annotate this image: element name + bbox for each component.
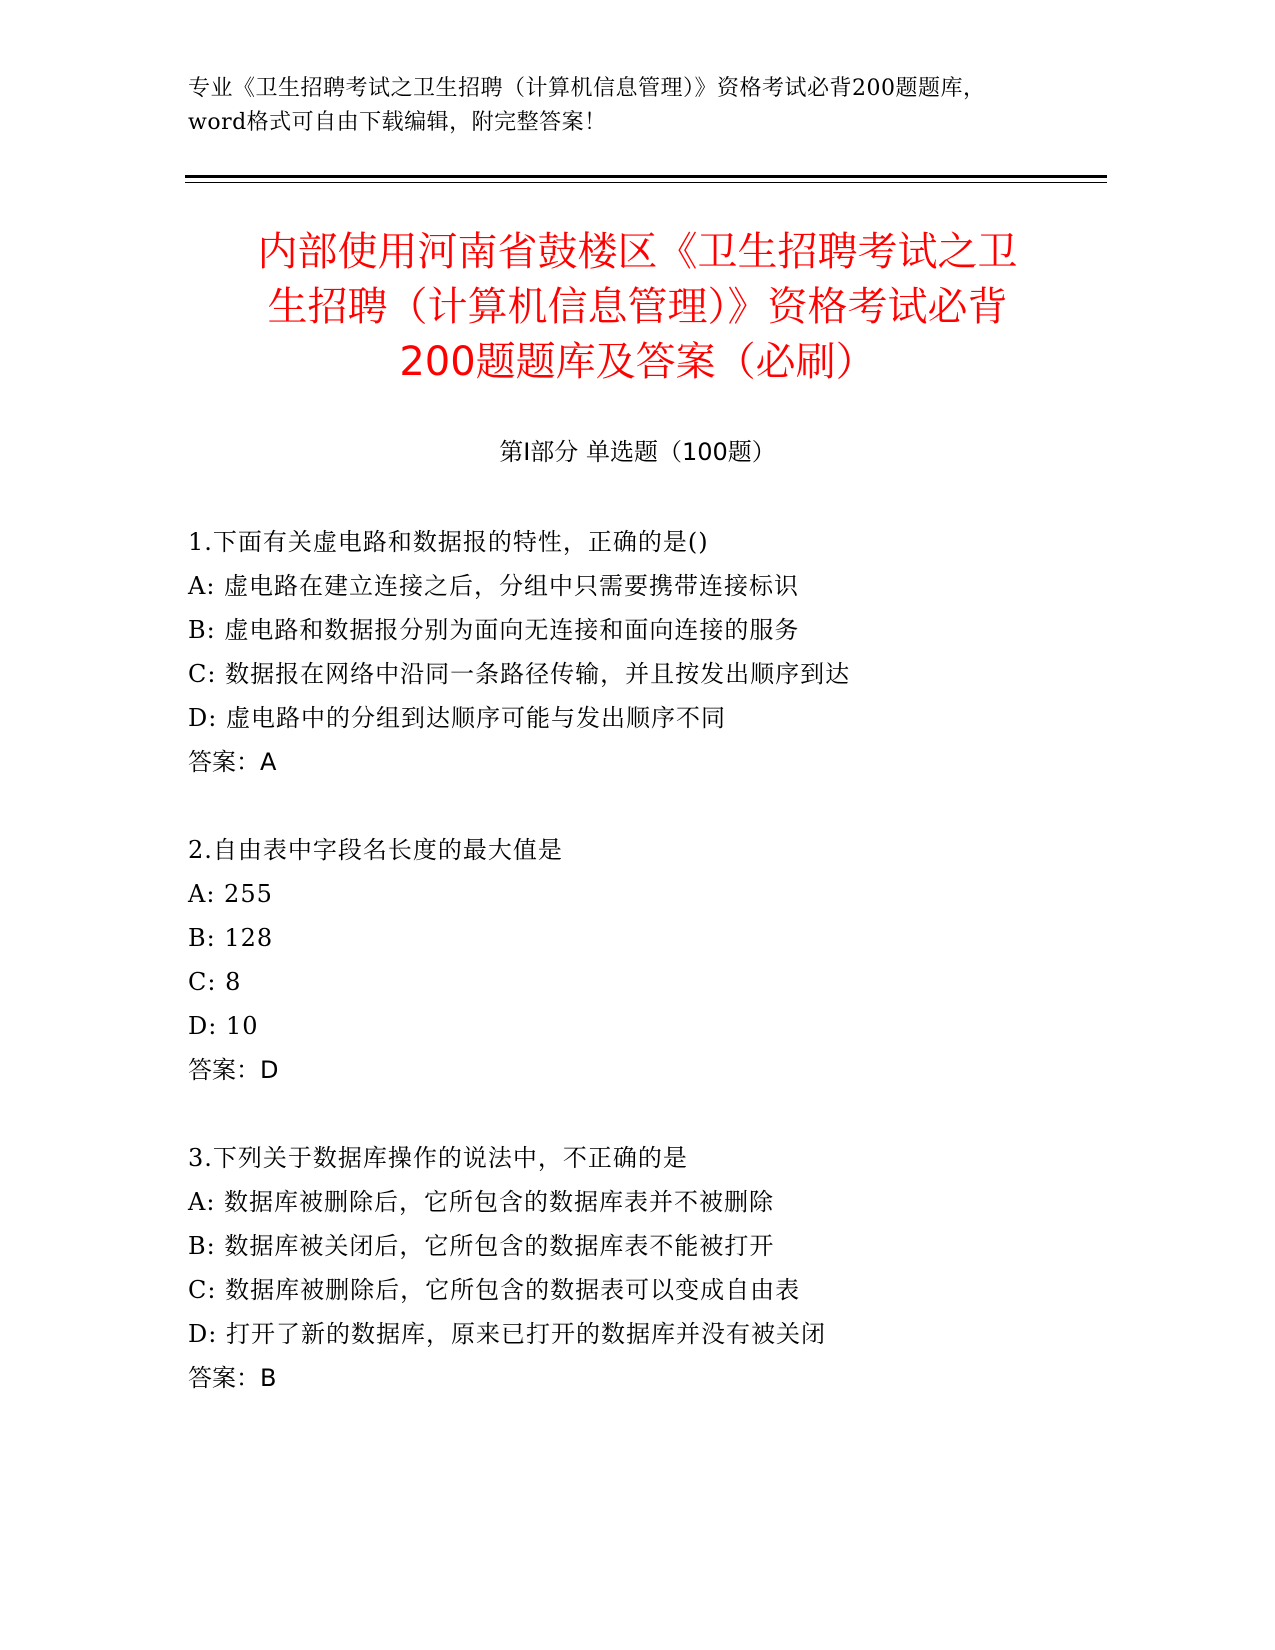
option-b: B: 虚电路和数据报分别为面向无连接和面向连接的服务 [188, 616, 800, 644]
section-title: 第Ⅰ部分 单选题（100题） [499, 438, 776, 466]
document-title [185, 225, 1090, 390]
question-stem: 3.下列关于数据库操作的说法中，不正确的是 [188, 1144, 688, 1172]
question-stem: 2.自由表中字段名长度的最大值是 [188, 836, 563, 864]
document-title-line-1: 内部使用河南省鼓楼区《卫生招聘考试之卫 [257, 229, 1018, 275]
question-1 [188, 520, 1108, 784]
option-d: D: 打开了新的数据库，原来已打开的数据库并没有被关闭 [188, 1320, 826, 1348]
option-b: B: 数据库被关闭后，它所包含的数据库表不能被打开 [188, 1232, 775, 1260]
option-a: A: 数据库被删除后，它所包含的数据库表并不被删除 [188, 1188, 775, 1216]
header-note-line-2: word格式可自由下载编辑，附完整答案！ [188, 110, 607, 135]
question-stem: 1.下面有关虚电路和数据报的特性，正确的是() [188, 528, 709, 556]
option-c: C: 数据报在网络中沿同一条路径传输，并且按发出顺序到达 [188, 660, 851, 688]
answer: 答案：D [188, 1056, 279, 1084]
document-title-line-2: 生招聘（计算机信息管理）》资格考试必背 [267, 284, 1008, 330]
option-a: A: 虚电路在建立连接之后，分组中只需要携带连接标识 [188, 572, 800, 600]
answer: 答案：A [188, 748, 277, 776]
header-note [188, 72, 1108, 140]
question-3 [188, 1136, 1108, 1400]
header-note-line-1: 专业《卫生招聘考试之卫生招聘（计算机信息管理）》资格考试必背200题题库， [188, 76, 986, 101]
header-rule-thin [185, 182, 1107, 183]
option-d: D: 10 [188, 1012, 259, 1040]
option-c: C: 数据库被删除后，它所包含的数据表可以变成自由表 [188, 1276, 801, 1304]
question-list [188, 520, 1108, 1444]
option-d: D: 虚电路中的分组到达顺序可能与发出顺序不同 [188, 704, 726, 732]
document-title-line-3: 200题题库及答案（必刷） [399, 339, 876, 385]
option-b: B: 128 [188, 924, 274, 952]
option-c: C: 8 [188, 968, 242, 996]
header-rule-thick [185, 175, 1107, 178]
option-a: A: 255 [188, 880, 273, 908]
question-2 [188, 828, 1108, 1092]
answer: 答案：B [188, 1364, 277, 1392]
